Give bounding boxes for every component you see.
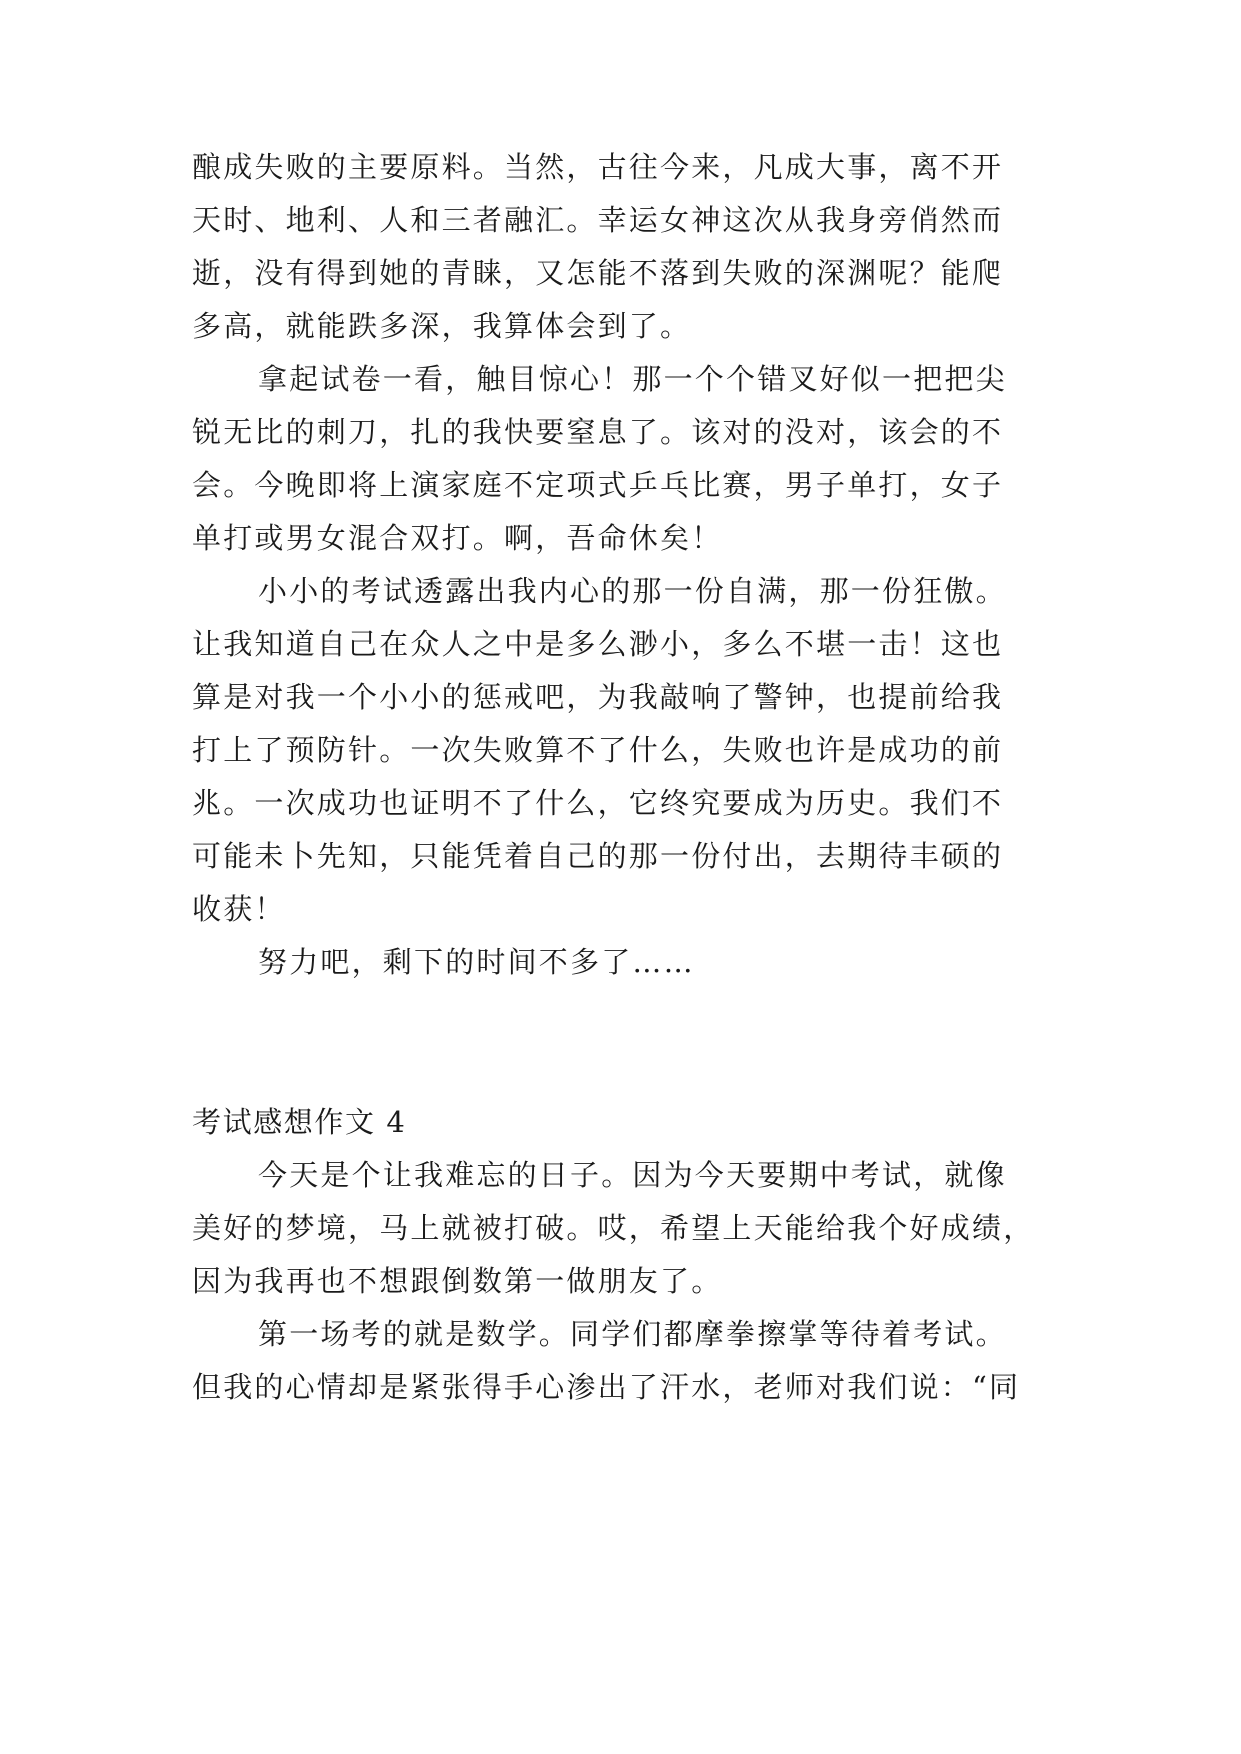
paragraph-line: 小小的考试透露出我内心的那一份自满，那一份狂傲。 <box>258 574 1007 608</box>
paragraph-line: 打上了预防针。一次失败算不了什么，失败也许是成功的前 <box>192 733 1004 767</box>
paragraph-line: 今天是个让我难忘的日子。因为今天要期中考试，就像 <box>258 1158 1007 1192</box>
paragraph-line: 拿起试卷一看，触目惊心！那一个个错叉好似一把把尖 <box>258 362 1007 396</box>
paragraph-line: 美好的梦境，马上就被打破。哎，希望上天能给我个好成绩， <box>192 1211 1035 1245</box>
paragraph-line: 锐无比的刺刀，扎的我快要窒息了。该对的没对，该会的不 <box>192 415 1004 449</box>
paragraph-line: 收获！ <box>192 892 286 926</box>
paragraph-line: 因为我再也不想跟倒数第一做朋友了。 <box>192 1264 723 1298</box>
paragraph-line: 算是对我一个小小的惩戒吧，为我敲响了警钟，也提前给我 <box>192 680 1004 714</box>
paragraph-line: 天时、地利、人和三者融汇。幸运女神这次从我身旁俏然而 <box>192 203 1004 237</box>
paragraph-line: 酿成失败的主要原料。当然，古往今来，凡成大事，离不开 <box>192 150 1004 184</box>
paragraph-line: 可能未卜先知，只能凭着自己的那一份付出，去期待丰硕的 <box>192 839 1004 873</box>
paragraph-line: 单打或男女混合双打。啊，吾命休矣！ <box>192 521 723 555</box>
paragraph-line: 逝，没有得到她的青睐，又怎能不落到失败的深渊呢？能爬 <box>192 256 1004 290</box>
paragraph-line: 多高，就能跌多深，我算体会到了。 <box>192 309 692 343</box>
section-title: 考试感想作文 4 <box>192 1105 407 1139</box>
paragraph-line: 第一场考的就是数学。同学们都摩拳擦掌等待着考试。 <box>258 1317 1007 1351</box>
paragraph-line: 让我知道自己在众人之中是多么渺小，多么不堪一击！这也 <box>192 627 1004 661</box>
paragraph-line: 会。今晚即将上演家庭不定项式乒乓比赛，男子单打，女子 <box>192 468 1004 502</box>
paragraph-line: 但我的心情却是紧张得手心渗出了汗水，老师对我们说：“同 <box>192 1370 1021 1404</box>
paragraph-line: 兆。一次成功也证明不了什么，它终究要成为历史。我们不 <box>192 786 1004 820</box>
paragraph-line: 努力吧，剩下的时间不多了…… <box>258 945 695 979</box>
